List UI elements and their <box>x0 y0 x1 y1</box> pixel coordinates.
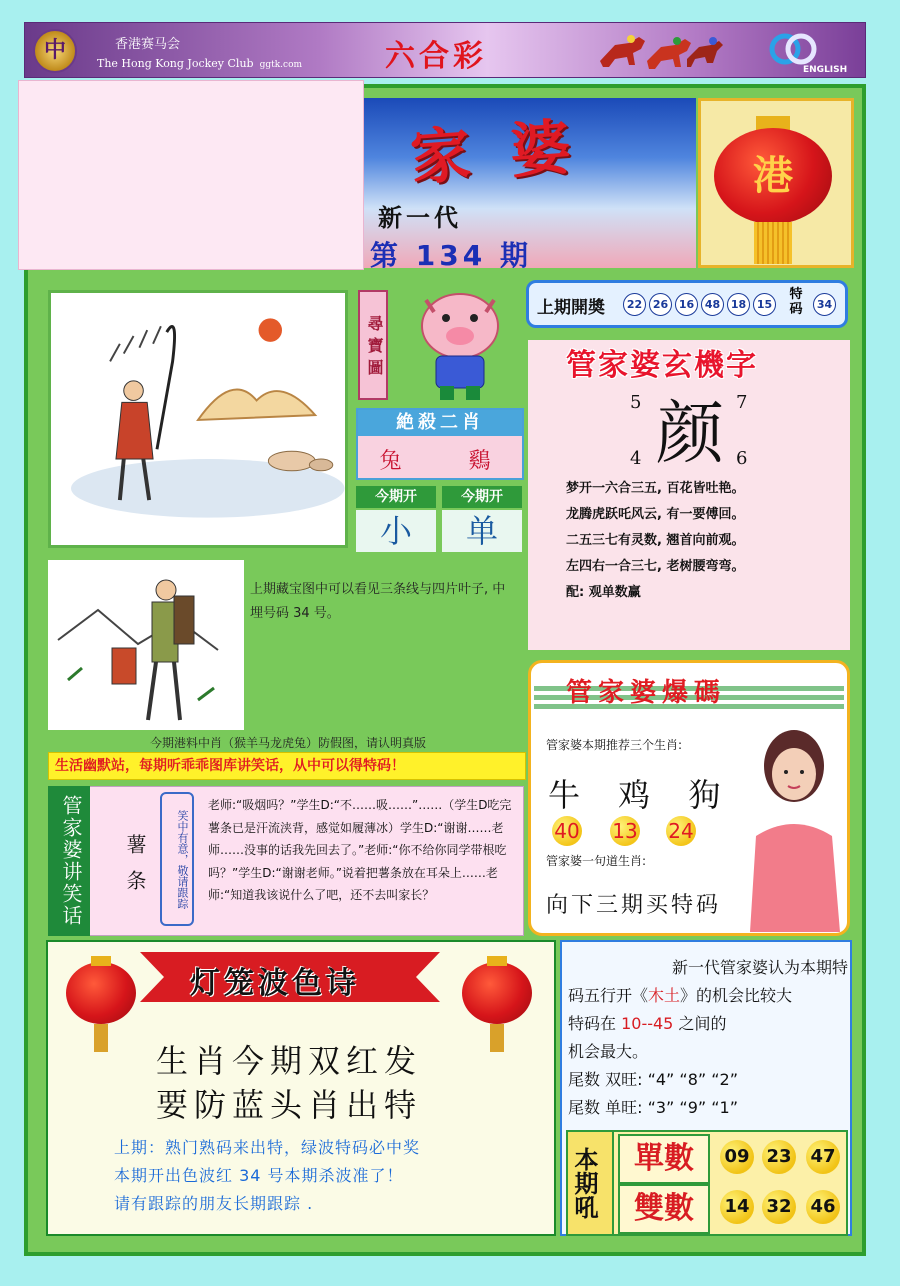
previous-map-note: 上期藏宝图中可以看见三条线与四片叶子, 中埋号码 34 号。 <box>250 582 506 621</box>
special-tip-text <box>568 954 848 1122</box>
special-ball: 34 <box>813 293 836 316</box>
girl-photo <box>740 716 848 932</box>
draw-ball: 26 <box>649 293 672 316</box>
odd-number: 23 <box>762 1140 796 1174</box>
recommend-zodiacs: 牛 鸡 狗 <box>548 776 735 814</box>
draw-ball: 18 <box>727 293 750 316</box>
riddle-line: 配: 观单数赢 <box>566 585 641 600</box>
draw-ball: 15 <box>753 293 776 316</box>
lantern-tassel-icon <box>94 1024 108 1052</box>
horse-racing-icon <box>595 27 725 75</box>
draw-ball: 22 <box>623 293 646 316</box>
english-link[interactable]: ENGLISH <box>803 65 848 75</box>
jockey-club-logo[interactable]: 中 <box>33 29 77 73</box>
even-number: 32 <box>762 1190 796 1224</box>
tip-line: 尾数 单旺: “3” “9” “1” <box>568 1098 739 1117</box>
fake-check-image <box>48 560 244 730</box>
riddle-number: 7 <box>736 392 748 413</box>
masthead-subtitle: 新一代 <box>378 203 462 232</box>
blank-panel <box>18 80 364 270</box>
lantern-cap-icon <box>487 956 507 966</box>
one-line-text: 向下三期买特码 <box>546 893 722 918</box>
club-name-en: The Hong Kong Jockey Club ggtk.com <box>97 57 303 70</box>
fake-check-caption: 今期港料中肖（猴羊马龙虎兔）防假图，请认明真版 <box>149 736 426 750</box>
joke-text: 老师:“吸烟吗？”学生D:“不……吸……”……（学生D吃完薯条已是汗流浃背，感觉如履薄冰）学生D:“谢谢……老师……没事的话我先回去了。”老师:“你不给你同学带根吃吗？”学生D:“谢谢老师。”说着把薯条放在耳朵上……老师:“知道我该说什么了吧，还不去叫家长？ <box>208 798 512 902</box>
mark-six-logo[interactable] <box>765 31 821 67</box>
joke-side-label: 管家婆讲笑话 <box>48 786 90 936</box>
recommend-label: 管家婆本期推荐三个生肖: <box>546 738 683 752</box>
even-number: 14 <box>720 1190 754 1224</box>
draw-ball: 48 <box>701 293 724 316</box>
banner-title: 六合彩 <box>385 39 487 74</box>
lantern-cap-icon <box>91 956 111 966</box>
recommend-number: 40 <box>552 816 582 846</box>
size-pick-header: 今期开 <box>356 486 436 508</box>
pig-mascot-icon <box>400 286 520 402</box>
poem-title: 灯笼波色诗 <box>190 966 360 1001</box>
riddle-line: 梦开一六合三五, 百花皆吐艳。 <box>566 481 745 496</box>
recommend-number: 24 <box>666 816 696 846</box>
header-banner <box>24 22 866 78</box>
masthead-title: 家婆 <box>408 110 613 194</box>
poem-note-line: 请有跟踪的朋友长期跟踪 . <box>114 1194 314 1213</box>
size-pick-value: 小 <box>356 510 436 552</box>
joke-tag: 笑中有意，敬请跟踪 <box>160 792 194 926</box>
tip-line: 机会最大。 <box>568 1042 649 1061</box>
lantern-tassel-icon <box>754 222 792 264</box>
tip-line: 新一代管家婆认为本期特 <box>671 958 848 977</box>
last-draw-panel <box>526 280 848 328</box>
kill-zodiac-title: 絶殺二肖 <box>358 410 522 436</box>
joke-banner: 生活幽默站，每期听乖乖图库讲笑话，从中可以得特码！ <box>48 752 526 780</box>
parity-pick-header: 今期开 <box>442 486 522 508</box>
riddle-line: 龙腾虎跃吒风云, 有一要傅回。 <box>566 507 745 522</box>
lantern-icon <box>66 962 136 1024</box>
riddle-number: 4 <box>630 448 642 469</box>
lantern-icon: 港 <box>714 128 832 224</box>
last-draw-label: 上期開奬 <box>537 298 605 318</box>
treasure-map-label: 尋寶圖 <box>358 290 388 400</box>
poem-note-line: 本期开出色波红 34 号本期杀波准了！ <box>114 1166 404 1185</box>
special-number-label: 特码 <box>789 287 803 317</box>
kill-zodiac-values: 兔 鷄 <box>379 449 521 474</box>
riddle-number: 5 <box>630 392 642 413</box>
even-label: 雙數 <box>618 1184 710 1234</box>
lantern-tassel-icon <box>490 1024 504 1052</box>
odd-number: 47 <box>806 1140 840 1174</box>
riddle-line: 左四右一合三七, 老树腰弯弯。 <box>566 559 745 574</box>
riddle-title: 管家婆玄機字 <box>566 348 758 383</box>
even-number: 46 <box>806 1190 840 1224</box>
tip-line: 尾数 双旺: “4” “8” “2” <box>568 1070 739 1089</box>
treasure-map-image <box>48 290 348 548</box>
recommend-number: 13 <box>610 816 640 846</box>
riddle-character: 颜 <box>656 395 725 474</box>
draw-ball: 16 <box>675 293 698 316</box>
poem-note-line: 上期：熟门熟码来出特，绿波特码必中奖 <box>114 1138 421 1157</box>
even-odd-side-label: 本期吼 <box>566 1130 614 1236</box>
odd-label: 單數 <box>618 1134 710 1184</box>
tip-line: 码五行开《木土》的机会比较大 <box>568 986 793 1005</box>
kill-zodiac-panel <box>356 408 524 480</box>
one-line-label: 管家婆一句道生肖: <box>546 854 647 868</box>
poem-line: 要防蓝头肖出特 <box>156 1086 423 1124</box>
lantern-icon <box>462 962 532 1024</box>
club-name-cn: 香港赛马会 <box>115 37 181 52</box>
poem-line: 生肖今期双红发 <box>156 1042 423 1080</box>
star-pick-title: 管家婆爆碼 <box>566 678 727 708</box>
issue-number: 第 134 期 <box>370 239 532 272</box>
joke-topic: 薯条 <box>123 834 147 906</box>
tip-line: 特码在 10--45 之间的 <box>568 1014 727 1033</box>
parity-pick-value: 单 <box>442 510 522 552</box>
odd-number: 09 <box>720 1140 754 1174</box>
riddle-poem <box>566 476 846 606</box>
riddle-number: 6 <box>736 448 748 469</box>
poem-note <box>114 1134 544 1218</box>
riddle-line: 二五三七有灵数, 翘首向前观。 <box>566 533 745 548</box>
